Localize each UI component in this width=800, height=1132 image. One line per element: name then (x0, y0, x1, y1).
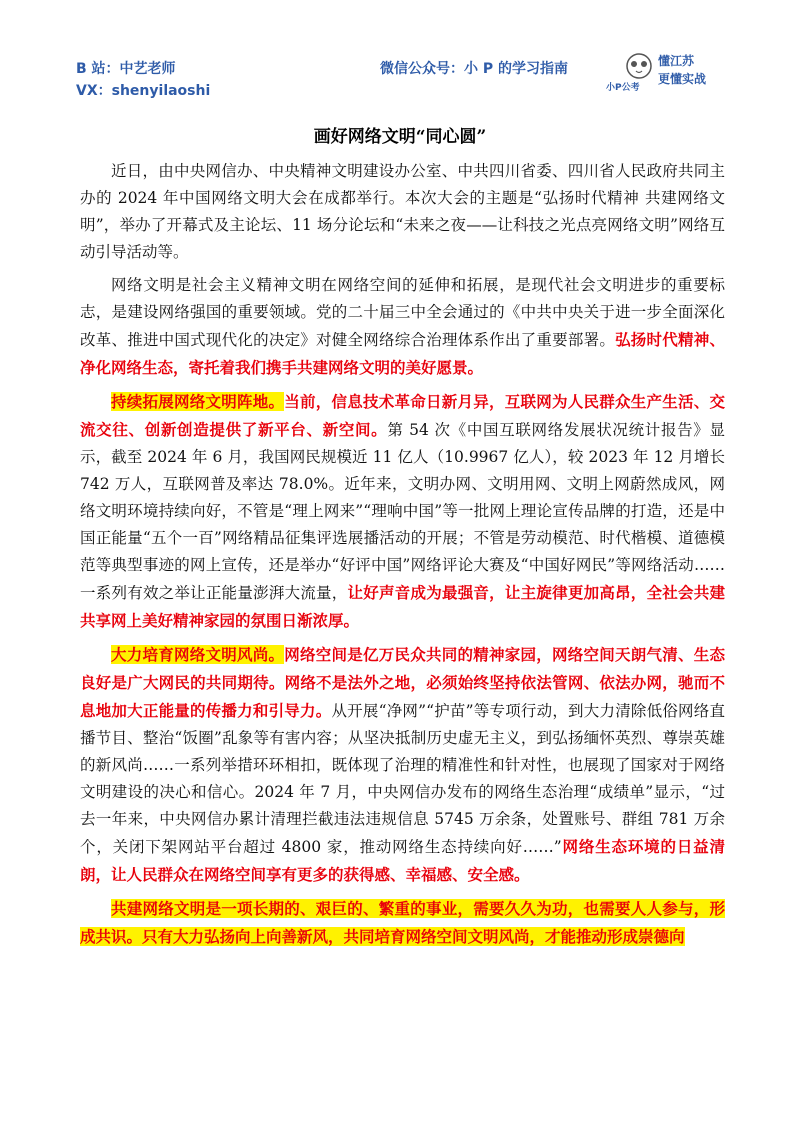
brand-logo (600, 52, 740, 96)
paragraph-3-emphasis-1: 当前，信息技术革命日新月异，互联网为人民群众生产生活、交流交往、创新创造提供了新平台、新空间。 (80, 392, 725, 439)
article-title: 画好网络文明“同心圆” (313, 127, 487, 147)
paragraph-1 (80, 158, 725, 266)
paragraph-3-text: 第 54 次《中国互联网络发展状况统计报告》显示，截至 2024 年 6 月，我国网民规模近 11 亿人（10.9967 亿人），较 2023 年 12 月增长 742 万人，互联网普及率达 78.0%。近年来，文明办网、文明用网、文明上网蔚然成风，网络文明环境持续向好，不管是“理上网来”“理响中国”等一批网上理论宣传品牌的打造，还是中国正能量“五个一百”网络精品征集评选展播活动的开展；不管是劳动模范、时代楷模、道德模范等典型事迹的网上宣传，还是举办“好评中国”网络评论大赛及“中国好网民”等网络活动……一系列有效之举让正能量澎湃大流量， (80, 421, 725, 602)
paragraph-4-text: 从开展“净网”“护苗”等专项行动，到大力清除低俗网络直播节目、整治“饭圈”乱象等有害内容；从坚决抵制历史虚无主义，到弘扬缅怀英烈、尊崇英雄的新风尚……一系列举措环环相扣，既体现了治理的精准性和针对性，也展现了国家对于网络文明建设的决心和信心。2024 年 7 月，中央网信办发布的网络生态治理“成绩单”显示，“过去一年来，中央网信办累计清理拦截违法违规信息 5745 万余条，处置账号、群组 781 万余个，关闭下架网站平台超过 4800 家，推动网络生态持续向好……” (80, 702, 725, 856)
paragraph-4-highlight: 大力培育网络文明风尚。 (111, 645, 285, 664)
paragraph-4-emphasis-2: 网络生态环境的日益清朗，让人民群众在网络空间享有更多的获得感、幸福感、安全感。 (80, 837, 725, 884)
paragraph-4 (80, 641, 725, 889)
paragraph-3-emphasis-2: 让好声音成为最强音，让主旋律更加高昂，全社会共建共享网上美好精神家园的氛围日渐浓厚。 (80, 583, 725, 630)
wechat-account: 微信公众号：小 P 的学习指南 (380, 61, 569, 77)
paragraph-3 (80, 388, 725, 635)
logo-small-text: 小P公考 (606, 83, 640, 93)
paragraph-2-emphasis: 弘扬时代精神、净化网络生态，寄托着我们携手共建网络文明的美好愿景。 (80, 330, 725, 377)
paragraph-1-text: 近日，由中央网信办、中央精神文明建设办公室、中共四川省委、四川省人民政府共同主办的 2024 年中国网络文明大会在成都举行。本次大会的主题是“弘扬时代精神 共建网络文明”，举办了开幕式及主论坛、11 场分论坛和“未来之夜——让科技之光点亮网络文明”网络互动引导活动等。 (80, 162, 725, 261)
paragraph-3-highlight: 持续拓展网络文明阵地。 (111, 392, 285, 411)
paragraph-5-highlight: 共建网络文明是一项长期的、艰巨的、繁重的事业，需要久久为功，也需要人人参与，形成共识。只有大力弘扬向上向善新风，共同培育网络空间文明风尚，才能推动形成崇德向 (80, 899, 725, 946)
paragraph-2 (80, 272, 725, 382)
paragraph-2-text: 网络文明是社会主义精神文明在网络空间的延伸和拓展，是现代社会文明进步的重要标志，是建设网络强国的重要领域。党的二十届三中全会通过的《中共中央关于进一步全面深化改革、推进中国式现代化的决定》对健全网络综合治理体系作出了重要部署。 (80, 276, 725, 349)
logo-line1: 懂江苏 (658, 54, 695, 68)
logo-line2: 更懂实战 (658, 72, 707, 86)
owl-icon (614, 52, 664, 82)
paragraph-5 (80, 895, 725, 951)
vx-account: VX：shenyilaoshi (76, 83, 211, 99)
bilibili-account: B 站：中艺老师 (76, 61, 176, 77)
article-body (80, 158, 725, 957)
header-left (76, 58, 210, 102)
paragraph-4-emphasis-1: 网络空间是亿万民众共同的精神家园，网络空间天朗气清、生态良好是广大网民的共同期待。网络不是法外之地，必须始终坚持依法管网、依法办网，驰而不息地加大正能量的传播力和引导力。 (80, 645, 725, 720)
